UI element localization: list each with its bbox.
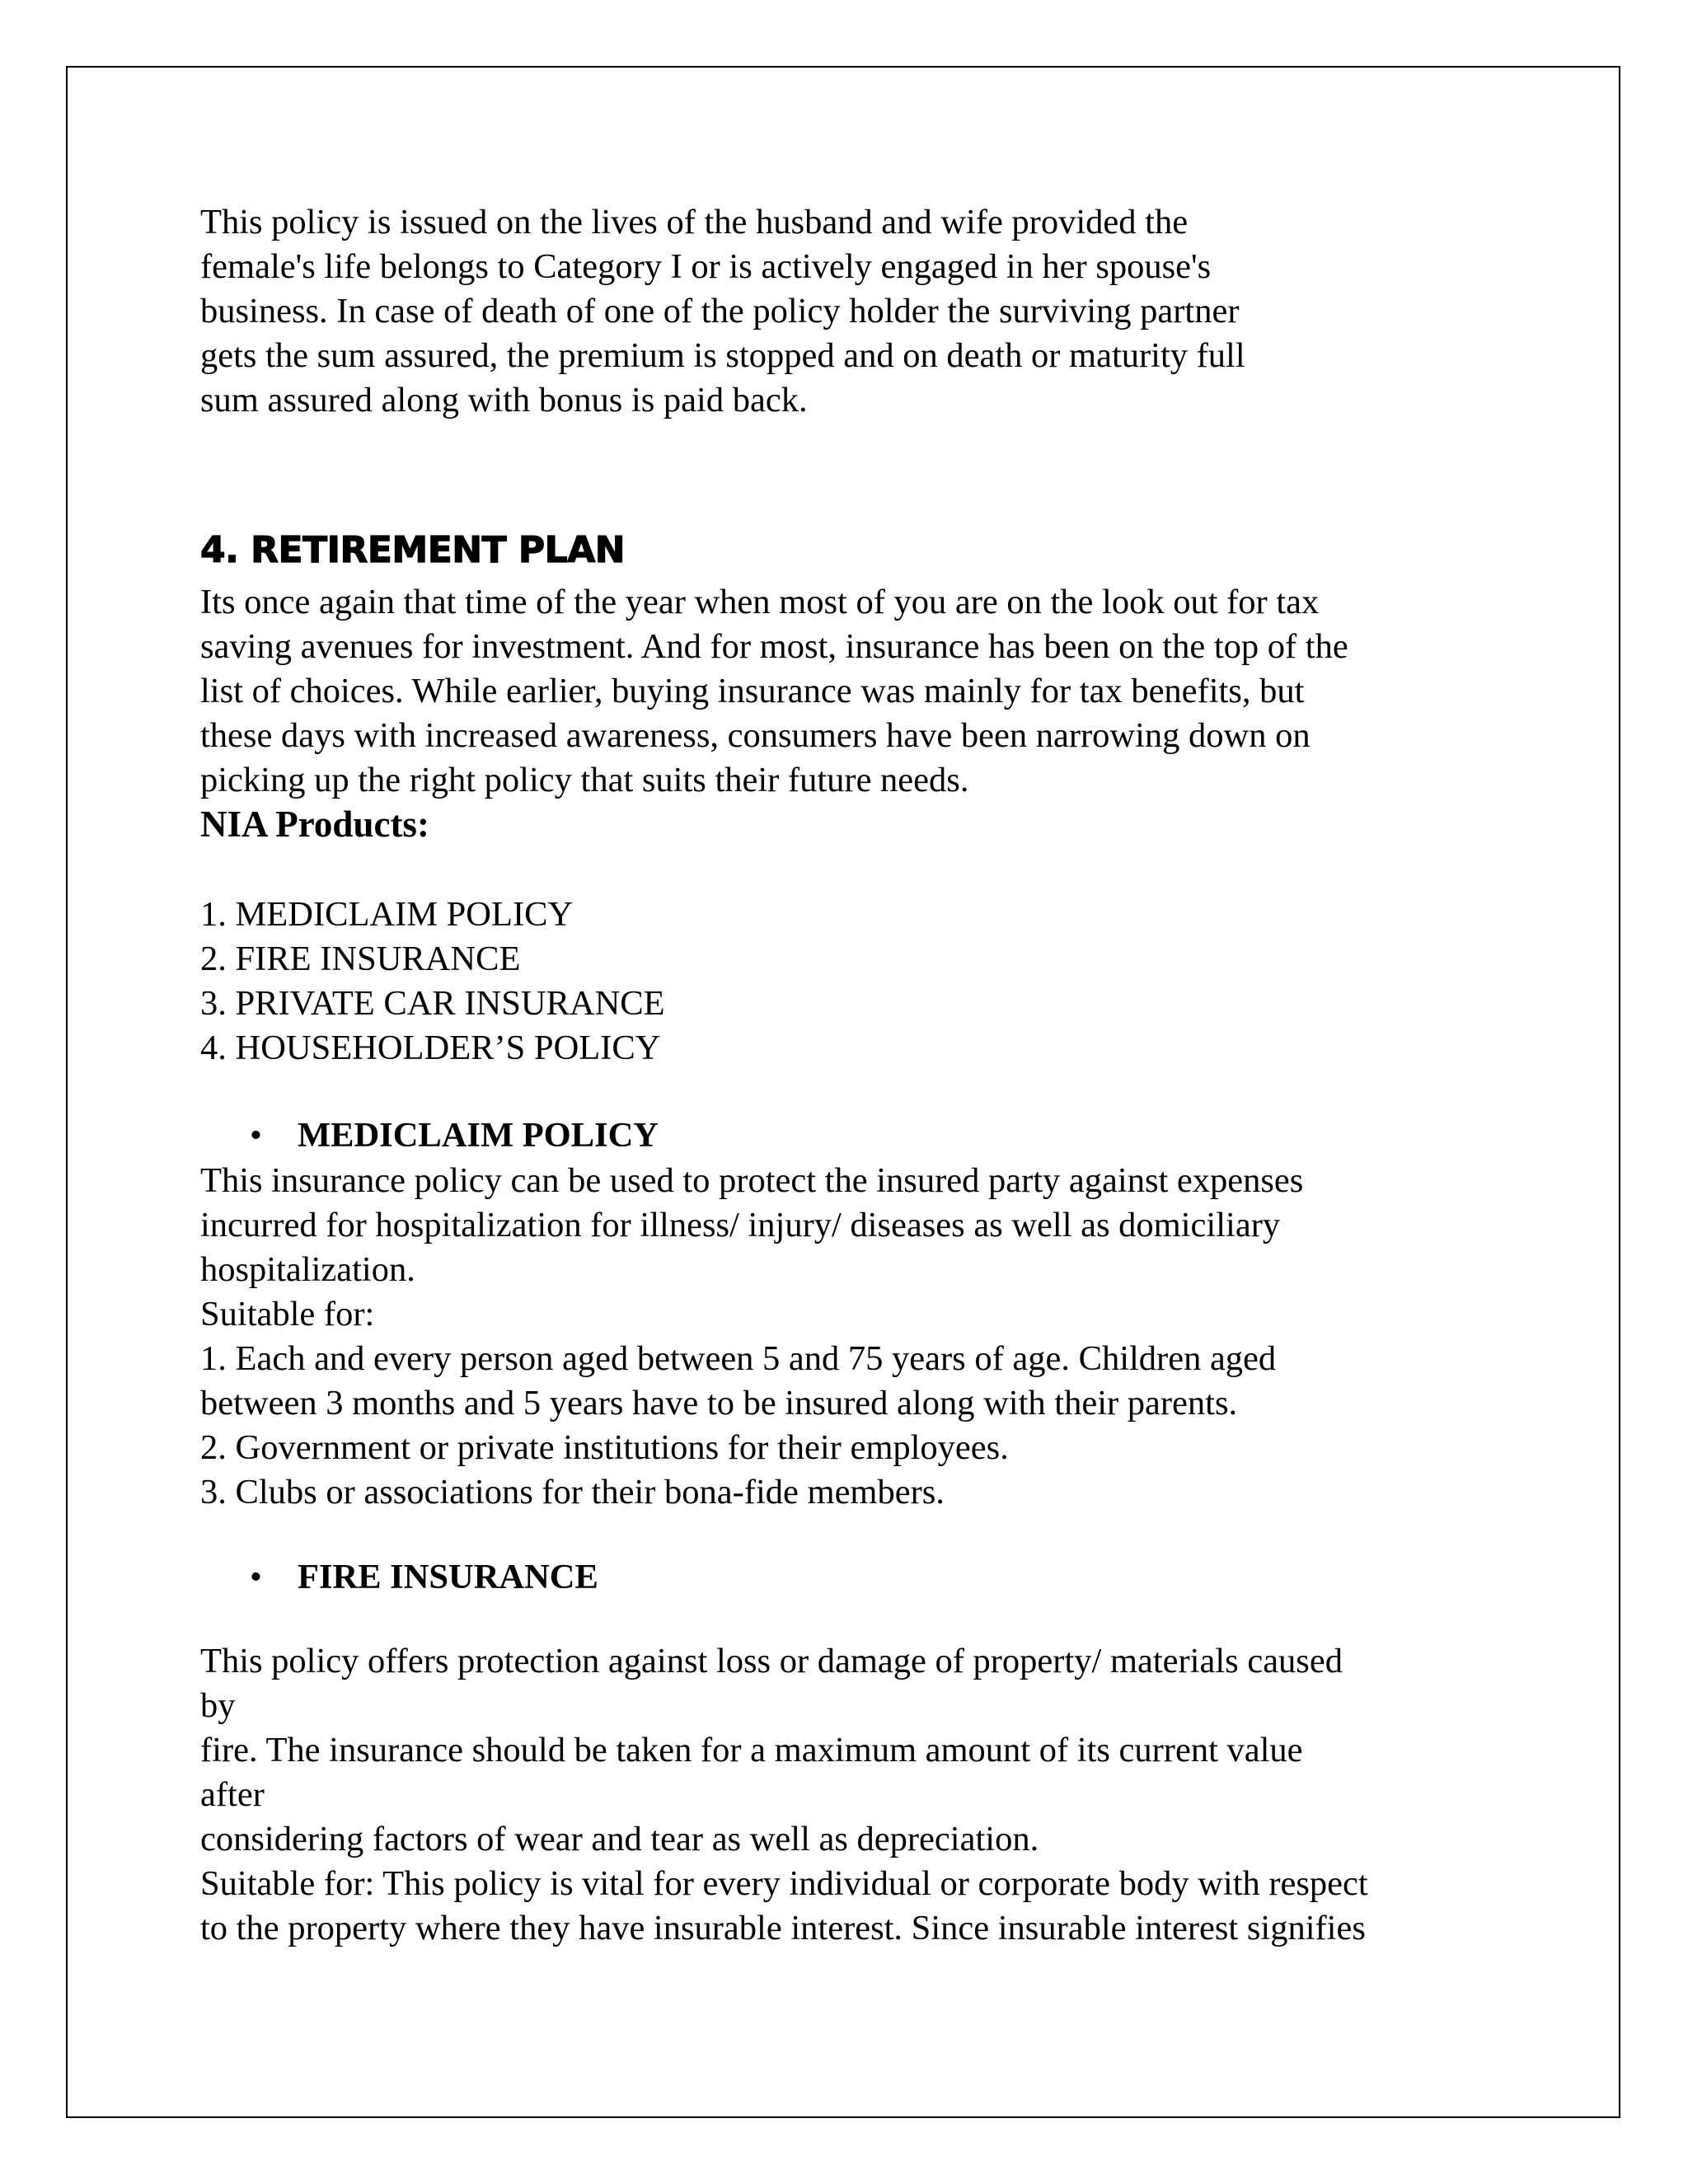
bullet-icon: • — [250, 1116, 262, 1155]
fire-line: by — [200, 1686, 236, 1725]
mediclaim-heading-label: MEDICLAIM POLICY — [298, 1116, 659, 1155]
retirement-plan-heading: 4. RETIREMENT PLAN — [200, 529, 626, 571]
fire-insurance-paragraph — [200, 1639, 1536, 1951]
product-item: 1. MEDICLAIM POLICY — [200, 895, 574, 934]
nia-products-heading: NIA Products: — [200, 804, 429, 845]
mediclaim-line: incurred for hospitalization for illness/ injury/ diseases as well as domiciliary — [200, 1206, 1281, 1244]
fire-line: fire. The insurance should be taken for a maximum amount of its current value — [200, 1731, 1303, 1769]
fire-insurance-heading-label: FIRE INSURANCE — [298, 1558, 598, 1596]
intro-line: business. In case of death of one of the policy holder the surviving partner — [200, 292, 1240, 330]
mediclaim-line: between 3 months and 5 years have to be insured along with their parents. — [200, 1384, 1238, 1422]
fire-line: considering factors of wear and tear as well as depreciation. — [200, 1820, 1039, 1858]
intro-line: This policy is issued on the lives of the husband and wife provided the — [200, 203, 1189, 241]
mediclaim-line: 3. Clubs or associations for their bona-fide members. — [200, 1473, 945, 1511]
mediclaim-line: This insurance policy can be used to protect the insured party against expenses — [200, 1161, 1304, 1200]
product-item: 2. FIRE INSURANCE — [200, 940, 521, 978]
fire-line: Suitable for: This policy is vital for every individual or corporate body with respect — [200, 1864, 1368, 1903]
bullet-icon: • — [250, 1558, 262, 1596]
retirement-line: list of choices. While earlier, buying insurance was mainly for tax benefits, but — [200, 672, 1305, 710]
fire-line: to the property where they have insurable interest. Since insurable interest signifies — [200, 1909, 1366, 1947]
intro-paragraph — [200, 200, 1536, 423]
mediclaim-line: 1. Each and every person aged between 5 and 75 years of age. Children aged — [200, 1339, 1277, 1378]
intro-line: sum assured along with bonus is paid back. — [200, 381, 808, 419]
fire-line: This policy offers protection against loss or damage of property/ materials caused — [200, 1642, 1343, 1680]
retirement-paragraph — [200, 580, 1536, 803]
mediclaim-line: hospitalization. — [200, 1250, 415, 1289]
product-item: 3. PRIVATE CAR INSURANCE — [200, 984, 665, 1023]
mediclaim-line: 2. Government or private institutions for their employees. — [200, 1428, 1009, 1467]
retirement-line: Its once again that time of the year when most of you are on the look out for tax — [200, 583, 1320, 621]
retirement-line: picking up the right policy that suits their future needs. — [200, 761, 969, 799]
nia-products-list — [200, 893, 1536, 1071]
intro-line: female's life belongs to Category I or is actively engaged in her spouse's — [200, 247, 1212, 286]
mediclaim-line: Suitable for: — [200, 1295, 375, 1333]
mediclaim-paragraph — [200, 1159, 1536, 1515]
retirement-line: saving avenues for investment. And for most, insurance has been on the top of the — [200, 627, 1348, 666]
intro-line: gets the sum assured, the premium is stopped and on death or maturity full — [200, 336, 1245, 375]
product-item: 4. HOUSEHOLDER’S POLICY — [200, 1029, 661, 1067]
retirement-line: these days with increased awareness, consumers have been narrowing down on — [200, 716, 1311, 755]
fire-line: after — [200, 1775, 265, 1814]
